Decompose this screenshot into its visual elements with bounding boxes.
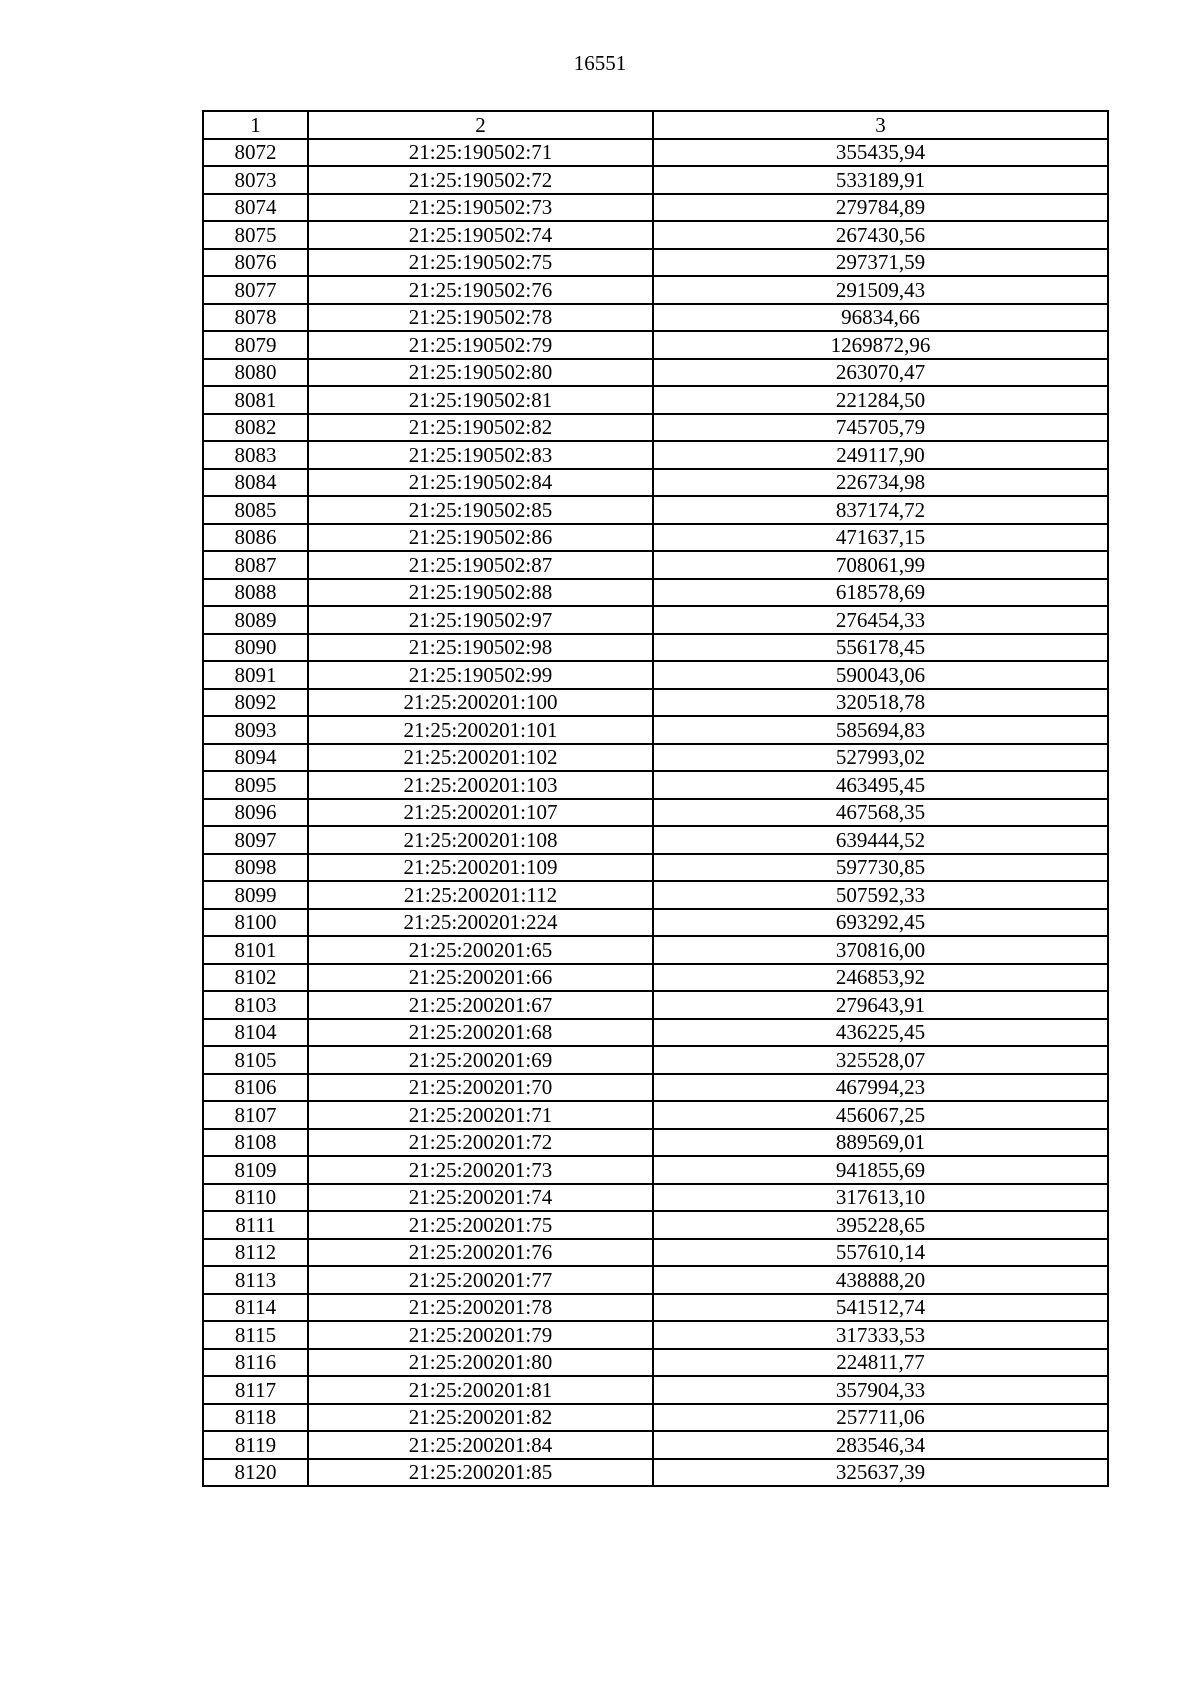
table-row (203, 166, 1108, 194)
table-header (203, 111, 1108, 139)
value-cell: 249117,90 (653, 441, 1108, 469)
row-number-cell: 8074 (203, 194, 308, 222)
table-row (203, 1019, 1108, 1047)
table-row (203, 414, 1108, 442)
value-cell: 527993,02 (653, 744, 1108, 772)
row-number-cell: 8075 (203, 221, 308, 249)
row-number-cell: 8104 (203, 1019, 308, 1047)
table-row (203, 1294, 1108, 1322)
cadastral-number-cell: 21:25:200201:84 (308, 1431, 653, 1459)
cadastral-number-cell: 21:25:200201:70 (308, 1074, 653, 1102)
row-number-cell: 8090 (203, 634, 308, 662)
table-row (203, 1239, 1108, 1267)
table-row (203, 1404, 1108, 1432)
table-row (203, 1349, 1108, 1377)
row-number-cell: 8100 (203, 909, 308, 937)
value-cell: 246853,92 (653, 964, 1108, 992)
table-row (203, 661, 1108, 689)
table-row (203, 469, 1108, 497)
table-row (203, 854, 1108, 882)
row-number-cell: 8079 (203, 331, 308, 359)
cadastral-number-cell: 21:25:190502:87 (308, 551, 653, 579)
cadastral-number-cell: 21:25:190502:80 (308, 359, 653, 387)
value-cell: 590043,06 (653, 661, 1108, 689)
row-number-cell: 8117 (203, 1376, 308, 1404)
cadastral-number-cell: 21:25:190502:83 (308, 441, 653, 469)
value-cell: 320518,78 (653, 689, 1108, 717)
value-cell: 837174,72 (653, 496, 1108, 524)
value-cell: 467568,35 (653, 799, 1108, 827)
value-cell: 889569,01 (653, 1129, 1108, 1157)
value-cell: 325528,07 (653, 1046, 1108, 1074)
value-cell: 941855,69 (653, 1156, 1108, 1184)
cadastral-number-cell: 21:25:200201:68 (308, 1019, 653, 1047)
cadastral-number-cell: 21:25:200201:71 (308, 1101, 653, 1129)
row-number-cell: 8095 (203, 771, 308, 799)
value-cell: 533189,91 (653, 166, 1108, 194)
value-cell: 585694,83 (653, 716, 1108, 744)
column-header-2: 2 (308, 111, 653, 139)
table-row (203, 936, 1108, 964)
value-cell: 283546,34 (653, 1431, 1108, 1459)
table-row (203, 964, 1108, 992)
value-cell: 395228,65 (653, 1211, 1108, 1239)
value-cell: 224811,77 (653, 1349, 1108, 1377)
cadastral-number-cell: 21:25:200201:72 (308, 1129, 653, 1157)
value-cell: 541512,74 (653, 1294, 1108, 1322)
cadastral-number-cell: 21:25:190502:73 (308, 194, 653, 222)
row-number-cell: 8119 (203, 1431, 308, 1459)
cadastral-number-cell: 21:25:200201:77 (308, 1266, 653, 1294)
cadastral-number-cell: 21:25:200201:73 (308, 1156, 653, 1184)
row-number-cell: 8109 (203, 1156, 308, 1184)
row-number-cell: 8116 (203, 1349, 308, 1377)
row-number-cell: 8106 (203, 1074, 308, 1102)
value-cell: 267430,56 (653, 221, 1108, 249)
row-number-cell: 8118 (203, 1404, 308, 1432)
table-row (203, 606, 1108, 634)
cadastral-number-cell: 21:25:200201:82 (308, 1404, 653, 1432)
value-cell: 597730,85 (653, 854, 1108, 882)
table-row (203, 1321, 1108, 1349)
row-number-cell: 8085 (203, 496, 308, 524)
table-row (203, 634, 1108, 662)
value-cell: 317333,53 (653, 1321, 1108, 1349)
row-number-cell: 8112 (203, 1239, 308, 1267)
cadastral-number-cell: 21:25:200201:80 (308, 1349, 653, 1377)
row-number-cell: 8107 (203, 1101, 308, 1129)
row-number-cell: 8089 (203, 606, 308, 634)
cadastral-number-cell: 21:25:200201:108 (308, 826, 653, 854)
row-number-cell: 8110 (203, 1184, 308, 1212)
table-row (203, 579, 1108, 607)
column-header-1: 1 (203, 111, 308, 139)
table-row (203, 249, 1108, 277)
table-row (203, 881, 1108, 909)
value-cell: 467994,23 (653, 1074, 1108, 1102)
table-row (203, 551, 1108, 579)
row-number-cell: 8108 (203, 1129, 308, 1157)
value-cell: 370816,00 (653, 936, 1108, 964)
row-number-cell: 8099 (203, 881, 308, 909)
value-cell: 463495,45 (653, 771, 1108, 799)
value-cell: 708061,99 (653, 551, 1108, 579)
cadastral-number-cell: 21:25:200201:224 (308, 909, 653, 937)
value-cell: 226734,98 (653, 469, 1108, 497)
table-row (203, 194, 1108, 222)
row-number-cell: 8088 (203, 579, 308, 607)
cadastral-number-cell: 21:25:200201:109 (308, 854, 653, 882)
value-cell: 96834,66 (653, 304, 1108, 332)
cadastral-number-cell: 21:25:190502:85 (308, 496, 653, 524)
row-number-cell: 8098 (203, 854, 308, 882)
row-number-cell: 8072 (203, 139, 308, 167)
value-cell: 471637,15 (653, 524, 1108, 552)
row-number-cell: 8115 (203, 1321, 308, 1349)
cadastral-number-cell: 21:25:190502:74 (308, 221, 653, 249)
table-row (203, 1129, 1108, 1157)
data-table (202, 110, 1109, 1487)
value-cell: 279784,89 (653, 194, 1108, 222)
cadastral-number-cell: 21:25:200201:65 (308, 936, 653, 964)
cadastral-number-cell: 21:25:200201:76 (308, 1239, 653, 1267)
table-row (203, 524, 1108, 552)
value-cell: 291509,43 (653, 276, 1108, 304)
row-number-cell: 8081 (203, 386, 308, 414)
row-number-cell: 8091 (203, 661, 308, 689)
value-cell: 1269872,96 (653, 331, 1108, 359)
row-number-cell: 8082 (203, 414, 308, 442)
row-number-cell: 8101 (203, 936, 308, 964)
cadastral-number-cell: 21:25:190502:81 (308, 386, 653, 414)
table-row (203, 221, 1108, 249)
value-cell: 438888,20 (653, 1266, 1108, 1294)
cadastral-number-cell: 21:25:190502:99 (308, 661, 653, 689)
value-cell: 317613,10 (653, 1184, 1108, 1212)
row-number-cell: 8093 (203, 716, 308, 744)
row-number-cell: 8078 (203, 304, 308, 332)
cadastral-number-cell: 21:25:190502:98 (308, 634, 653, 662)
table-row (203, 276, 1108, 304)
cadastral-number-cell: 21:25:200201:85 (308, 1459, 653, 1487)
row-number-cell: 8086 (203, 524, 308, 552)
row-number-cell: 8077 (203, 276, 308, 304)
row-number-cell: 8102 (203, 964, 308, 992)
cadastral-number-cell: 21:25:190502:76 (308, 276, 653, 304)
value-cell: 263070,47 (653, 359, 1108, 387)
row-number-cell: 8094 (203, 744, 308, 772)
table-row (203, 826, 1108, 854)
table-row (203, 909, 1108, 937)
value-cell: 355435,94 (653, 139, 1108, 167)
table-row (203, 331, 1108, 359)
table-row (203, 1046, 1108, 1074)
cadastral-number-cell: 21:25:200201:74 (308, 1184, 653, 1212)
value-cell: 745705,79 (653, 414, 1108, 442)
cadastral-number-cell: 21:25:190502:72 (308, 166, 653, 194)
row-number-cell: 8103 (203, 991, 308, 1019)
cadastral-number-cell: 21:25:200201:67 (308, 991, 653, 1019)
table-row (203, 1211, 1108, 1239)
value-cell: 456067,25 (653, 1101, 1108, 1129)
cadastral-number-cell: 21:25:200201:107 (308, 799, 653, 827)
cadastral-number-cell: 21:25:190502:71 (308, 139, 653, 167)
cadastral-number-cell: 21:25:190502:97 (308, 606, 653, 634)
cadastral-number-cell: 21:25:200201:66 (308, 964, 653, 992)
column-header-3: 3 (653, 111, 1108, 139)
cadastral-number-cell: 21:25:200201:102 (308, 744, 653, 772)
row-number-cell: 8113 (203, 1266, 308, 1294)
row-number-cell: 8083 (203, 441, 308, 469)
value-cell: 693292,45 (653, 909, 1108, 937)
table-row (203, 771, 1108, 799)
cadastral-number-cell: 21:25:200201:75 (308, 1211, 653, 1239)
row-number-cell: 8105 (203, 1046, 308, 1074)
value-cell: 325637,39 (653, 1459, 1108, 1487)
cadastral-number-cell: 21:25:190502:86 (308, 524, 653, 552)
table-row (203, 991, 1108, 1019)
page-number: 16551 (573, 51, 627, 75)
row-number-cell: 8114 (203, 1294, 308, 1322)
cadastral-number-cell: 21:25:200201:81 (308, 1376, 653, 1404)
cadastral-number-cell: 21:25:200201:101 (308, 716, 653, 744)
table-row (203, 1074, 1108, 1102)
value-cell: 257711,06 (653, 1404, 1108, 1432)
table-row (203, 799, 1108, 827)
row-number-cell: 8087 (203, 551, 308, 579)
cadastral-number-cell: 21:25:190502:88 (308, 579, 653, 607)
value-cell: 221284,50 (653, 386, 1108, 414)
table-row (203, 1376, 1108, 1404)
row-number-cell: 8092 (203, 689, 308, 717)
row-number-cell: 8120 (203, 1459, 308, 1487)
table-row (203, 1101, 1108, 1129)
value-cell: 556178,45 (653, 634, 1108, 662)
cadastral-number-cell: 21:25:200201:69 (308, 1046, 653, 1074)
cadastral-number-cell: 21:25:200201:79 (308, 1321, 653, 1349)
value-cell: 507592,33 (653, 881, 1108, 909)
value-cell: 436225,45 (653, 1019, 1108, 1047)
cadastral-number-cell: 21:25:200201:112 (308, 881, 653, 909)
table-row (203, 689, 1108, 717)
cadastral-number-cell: 21:25:190502:79 (308, 331, 653, 359)
value-cell: 279643,91 (653, 991, 1108, 1019)
value-cell: 618578,69 (653, 579, 1108, 607)
row-number-cell: 8097 (203, 826, 308, 854)
table-row (203, 496, 1108, 524)
cadastral-number-cell: 21:25:200201:78 (308, 1294, 653, 1322)
table-row (203, 386, 1108, 414)
row-number-cell: 8073 (203, 166, 308, 194)
table-row (203, 139, 1108, 167)
table-body (203, 139, 1108, 1487)
row-number-cell: 8084 (203, 469, 308, 497)
table-row (203, 304, 1108, 332)
cadastral-number-cell: 21:25:190502:75 (308, 249, 653, 277)
cadastral-number-cell: 21:25:200201:100 (308, 689, 653, 717)
table-row (203, 1156, 1108, 1184)
cadastral-number-cell: 21:25:200201:103 (308, 771, 653, 799)
table-row (203, 1431, 1108, 1459)
table-row (203, 744, 1108, 772)
table-row (203, 1184, 1108, 1212)
value-cell: 297371,59 (653, 249, 1108, 277)
cadastral-number-cell: 21:25:190502:82 (308, 414, 653, 442)
table-row (203, 716, 1108, 744)
table-row (203, 441, 1108, 469)
table-row (203, 1459, 1108, 1487)
row-number-cell: 8096 (203, 799, 308, 827)
row-number-cell: 8076 (203, 249, 308, 277)
row-number-cell: 8111 (203, 1211, 308, 1239)
cadastral-number-cell: 21:25:190502:84 (308, 469, 653, 497)
value-cell: 276454,33 (653, 606, 1108, 634)
table-row (203, 359, 1108, 387)
value-cell: 357904,33 (653, 1376, 1108, 1404)
cadastral-number-cell: 21:25:190502:78 (308, 304, 653, 332)
row-number-cell: 8080 (203, 359, 308, 387)
value-cell: 557610,14 (653, 1239, 1108, 1267)
table-header-row (203, 111, 1108, 139)
value-cell: 639444,52 (653, 826, 1108, 854)
table-row (203, 1266, 1108, 1294)
